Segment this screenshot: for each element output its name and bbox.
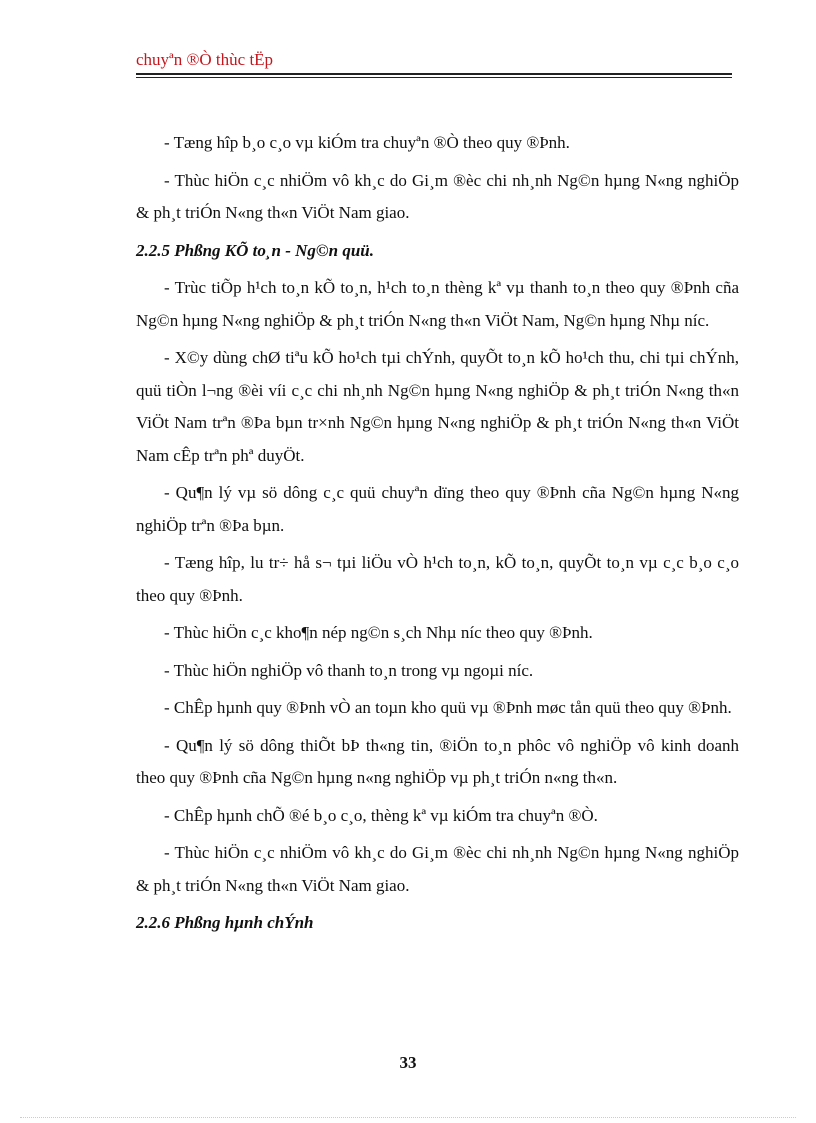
paragraph-5: - Qu¶n lý vµ sö dông c¸c quü chuyªn dïng theo quy ®Þnh cña Ng©n hµng N«ng nghiÖp trªn ®Þa bµn.	[136, 483, 739, 535]
paragraph-12: - Thùc hiÖn c¸c nhiÖm vô kh¸c do Gi¸m ®èc chi nh¸nh Ng©n hµng N«ng nghiÖp & ph¸t triÓn N«ng th«n ViÖt Nam giao.	[136, 843, 739, 895]
paragraph-6: - Tæng hîp, lu tr÷ hå s¬ tµi liÖu vÒ h¹ch to¸n, kÕ to¸n, quyÕt to¸n vµ c¸c b¸o c¸o theo quy ®Þnh.	[136, 553, 739, 605]
page-number: 33	[399, 1053, 417, 1072]
section-heading-2-2-5: 2.2.5 Phßng KÕ to¸n - Ng©n quü.	[136, 240, 374, 260]
paragraph-1: - Tæng hîp b¸o c¸o vµ kiÓm tra chuyªn ®Ò theo quy ®Þnh.	[164, 133, 570, 152]
running-header: chuyªn ®Ò thùc tËp	[136, 50, 274, 69]
paragraph-7: - Thùc hiÖn c¸c kho¶n nép ng©n s¸ch Nhµ níc theo quy ®Þnh.	[164, 623, 593, 642]
section-heading-2-2-6: 2.2.6 Phßng hµnh chÝnh	[136, 913, 314, 932]
paragraph-3: - Trùc tiÕp h¹ch to¸n kÕ to¸n, h¹ch to¸n thèng kª vµ thanh to¸n theo quy ®Þnh cña Ng©n hµng N«ng nghiÖp & ph¸t triÓn N«ng th«n ViÖt Nam, Ng©n hµng Nhµ níc.	[136, 278, 739, 330]
paragraph-9: - ChÊp hµnh quy ®Þnh vÒ an toµn kho quü vµ ®Þnh møc tån quü theo quy ®Þnh.	[164, 698, 732, 717]
paragraph-11: - ChÊp hµnh chÕ ®é b¸o c¸o, thèng kª vµ kiÓm tra chuyªn ®Ò.	[164, 805, 598, 825]
page-bottom-divider	[20, 1117, 796, 1118]
header-rule-thick	[136, 73, 732, 75]
paragraph-4: - X©y dùng chØ tiªu kÕ ho¹ch tµi chÝnh, quyÕt to¸n kÕ ho¹ch thu, chi tµi chÝnh, quü tiÒn l¬ng ®èi víi c¸c chi nh¸nh Ng©n hµng N«ng nghiÖp & ph¸t triÓn N«ng th«n ViÖt Nam trªn ®Þa bµn tr×nh Ng©n hµng N«ng nghiÖp & ph¸t triÓn N«ng th«n ViÖt Nam cÊp trªn phª duyÖt.	[136, 348, 739, 465]
paragraph-10: - Qu¶n lý sö dông thiÕt bÞ th«ng tin, ®iÖn to¸n phôc vô nghiÖp vô kinh doanh theo quy ®Þnh cña Ng©n hµng n«ng nghiÖp vµ ph¸t triÓn n«ng th«n.	[136, 735, 739, 787]
paragraph-2: - Thùc hiÖn c¸c nhiÖm vô kh¸c do Gi¸m ®èc chi nh¸nh Ng©n hµng N«ng nghiÖp & ph¸t triÓn N«ng th«n ViÖt Nam giao.	[136, 170, 739, 222]
paragraph-8: - Thùc hiÖn nghiÖp vô thanh to¸n trong vµ ngoµi níc.	[164, 660, 534, 680]
header-rule-thin	[136, 77, 732, 78]
document-body	[136, 127, 739, 945]
